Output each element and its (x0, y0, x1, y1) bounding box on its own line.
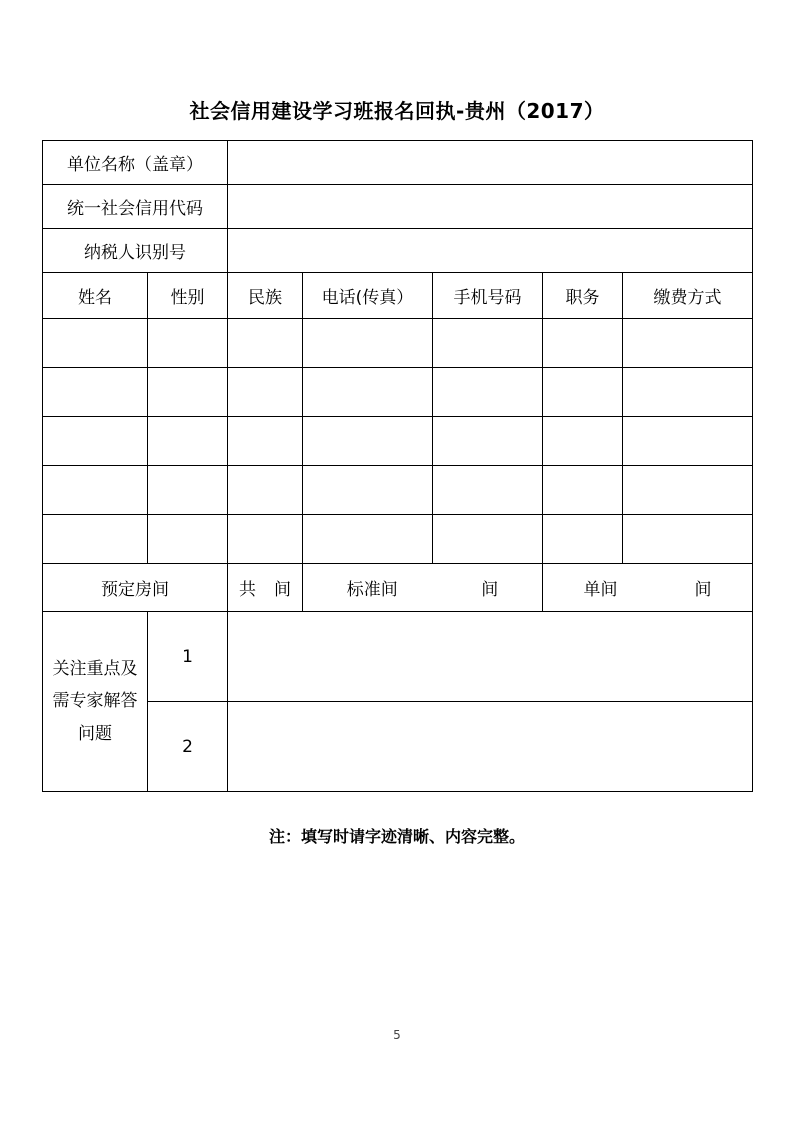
table-row-room-booking (43, 564, 753, 612)
label-focus-line-2: 需专家解答问题 (52, 691, 138, 744)
label-room-total-unit: 间 (274, 580, 291, 600)
label-taxpayer-id: 纳税人识别号 (43, 229, 228, 273)
field-room-total[interactable] (228, 564, 303, 612)
cell-ethnicity[interactable] (228, 319, 303, 368)
cell-phone-fax[interactable] (303, 319, 433, 368)
focus-item-field-1[interactable] (228, 612, 753, 702)
cell-ethnicity[interactable] (228, 466, 303, 515)
column-header-ethnicity: 民族 (228, 273, 303, 319)
label-focus-line-1: 关注重点及 (52, 659, 138, 680)
cell-payment-method[interactable] (623, 466, 753, 515)
field-room-standard[interactable] (303, 564, 543, 612)
table-row (43, 417, 753, 466)
cell-position[interactable] (543, 515, 623, 564)
label-focus-topics (43, 612, 148, 792)
cell-gender[interactable] (148, 368, 228, 417)
page-number: 5 (393, 1028, 401, 1042)
column-header-position: 职务 (543, 273, 623, 319)
cell-gender[interactable] (148, 417, 228, 466)
field-unit-name[interactable] (228, 141, 753, 185)
table-row-focus-question-1 (43, 612, 753, 702)
cell-payment-method[interactable] (623, 417, 753, 466)
focus-item-index-2: 2 (148, 702, 228, 792)
cell-ethnicity[interactable] (228, 417, 303, 466)
label-room-booking: 预定房间 (43, 564, 228, 612)
field-credit-code[interactable] (228, 185, 753, 229)
cell-phone-fax[interactable] (303, 515, 433, 564)
table-row (43, 368, 753, 417)
table-row (43, 515, 753, 564)
table-row (43, 319, 753, 368)
cell-name[interactable] (43, 368, 148, 417)
cell-phone-fax[interactable] (303, 417, 433, 466)
cell-name[interactable] (43, 319, 148, 368)
label-room-single-unit: 间 (694, 580, 712, 600)
field-room-single[interactable] (543, 564, 753, 612)
cell-phone-fax[interactable] (303, 466, 433, 515)
page-title: 社会信用建设学习班报名回执-贵州（2017） (189, 99, 605, 123)
column-header-gender: 性别 (148, 273, 228, 319)
cell-position[interactable] (543, 319, 623, 368)
cell-ethnicity[interactable] (228, 368, 303, 417)
cell-gender[interactable] (148, 319, 228, 368)
table-row-taxpayer-id (43, 229, 753, 273)
registration-form-table (42, 140, 753, 792)
focus-item-index-1: 1 (148, 612, 228, 702)
cell-name[interactable] (43, 417, 148, 466)
label-credit-code: 统一社会信用代码 (43, 185, 228, 229)
label-room-single: 单间 (583, 580, 618, 600)
cell-ethnicity[interactable] (228, 515, 303, 564)
cell-position[interactable] (543, 417, 623, 466)
cell-payment-method[interactable] (623, 319, 753, 368)
focus-item-field-2[interactable] (228, 702, 753, 792)
label-room-standard-unit: 间 (481, 580, 499, 600)
column-header-mobile: 手机号码 (433, 273, 543, 319)
cell-name[interactable] (43, 466, 148, 515)
form-note: 注：填写时请字迹清晰、内容完整。 (268, 827, 525, 846)
cell-name[interactable] (43, 515, 148, 564)
label-unit-name: 单位名称（盖章） (43, 141, 228, 185)
table-row-unit-name (43, 141, 753, 185)
column-header-name: 姓名 (43, 273, 148, 319)
cell-payment-method[interactable] (623, 515, 753, 564)
cell-position[interactable] (543, 466, 623, 515)
label-room-total: 共 (239, 580, 256, 600)
column-header-phone-fax: 电话(传真） (303, 273, 433, 319)
cell-gender[interactable] (148, 466, 228, 515)
table-row-credit-code (43, 185, 753, 229)
cell-position[interactable] (543, 368, 623, 417)
label-room-standard: 标准间 (346, 580, 398, 600)
cell-payment-method[interactable] (623, 368, 753, 417)
cell-phone-fax[interactable] (303, 368, 433, 417)
column-header-payment-method: 缴费方式 (623, 273, 753, 319)
cell-mobile[interactable] (433, 417, 543, 466)
table-row-focus-question-2 (43, 702, 753, 792)
field-taxpayer-id[interactable] (228, 229, 753, 273)
cell-gender[interactable] (148, 515, 228, 564)
table-row (43, 466, 753, 515)
cell-mobile[interactable] (433, 368, 543, 417)
cell-mobile[interactable] (433, 319, 543, 368)
table-header-row-persons (43, 273, 753, 319)
cell-mobile[interactable] (433, 466, 543, 515)
cell-mobile[interactable] (433, 515, 543, 564)
